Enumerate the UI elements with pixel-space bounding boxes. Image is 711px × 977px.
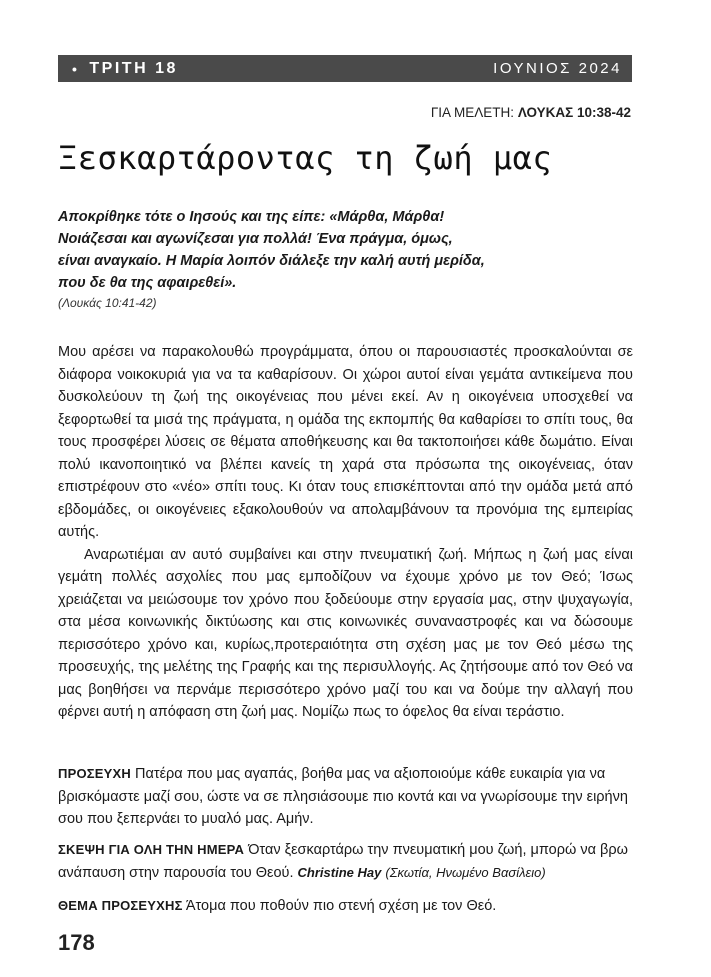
- author-country: (Σκωτία, Ηνωμένο Βασίλειο): [385, 864, 546, 880]
- reading-passage: ΛΟΥΚΑΣ 10:38-42: [517, 105, 631, 120]
- topic-text: Άτομα που ποθούν πιο στενή σχέση με τον Θεό.: [185, 898, 497, 914]
- body-paragraph: Αναρωτιέμαι αν αυτό συμβαίνει και στην πνευματική ζωή. Μήπως η ζωή μας είναι γεμάτη πολλές ασχολίες που μας εμποδίζουν να έχουμε χρόνο με τον Θεό; Ίσως χρειάζεται να μειώσουμε τον χρόνο που ξοδεύουμε στην εργασία μας, στην ψυχαγωγία, στα μέσα κοινωνικής δικτύωσης και στις κοινωνικές συναναστροφές και να δώσουμε περισσότερο χρόνο και, κυρίως,προτεραιότητα στη σχέση μας με τον Θεό μέσω της προσευχής, της μελέτης της Γραφής και της περισυλλογής. Ας ζητήσουμε από τον Θεό να μας βοηθήσει να περνάμε περισσότερο χρόνο μαζί του και να δούμε την αλλαγή που φέρνει αυτή η απόφαση στη ζωή μας. Νομίζω πως το όφελος θα είναι τεράστιο.: [58, 546, 633, 720]
- verse-line: Νοιάζεσαι και αγωνίζεσαι για πολλά! Ένα πράγμα, όμως,: [58, 231, 453, 247]
- thought-text: Όταν ξεσκαρτάρω την πνευματική μου ζωή, μπορώ να βρω ανάπαυση στην παρουσία του Θεού.: [58, 842, 628, 881]
- page-number: 178: [58, 930, 95, 955]
- page-title: Ξεσκαρτάροντας τη ζωή μας: [58, 139, 553, 177]
- verse-line: είναι αναγκαίο. Η Μαρία λοιπόν διάλεξε την καλή αυτή μερίδα,: [58, 253, 485, 269]
- verse-line: Αποκρίθηκε τότε ο Ιησούς και της είπε: «Μάρθα, Μάρθα!: [58, 209, 445, 225]
- topic-label: ΘΕΜΑ ΠΡΟΣΕΥΧΗΣ: [58, 898, 183, 913]
- body-paragraph: Μου αρέσει να παρακολουθώ προγράμματα, όπου οι παρουσιαστές προσκαλούνται σε διάφορα νοικοκυριά για να τα καθαρίσουν. Οι χώροι αυτοί είναι γεμάτα αντικείμενα που δυσκολεύουν τη ζωή της οικογένειας που μένει εκεί. Αν η οικογένεια υποσχεθεί να ξεφορτωθεί τα μισά της πράγματα, η ομάδα της εκπομπής θα καθαρίσει το σπίτι τους, θα τους προσφέρει λύσεις σε θέματα αποθήκευσης και θα τακτοποιήσει κάθε δωμάτιο. Είναι πολύ ικανοποιητικό να βλέπει κανείς τη χαρά στα πρόσωπα της οικογένειας, όταν επιστρέφουν στο «νέο» σπίτι τους. Κι όταν τους επισκέπτονται από την ομάδα μετά από εβδομάδες, οι οικογένειες εξακολουθούν να απολαμβάνουν τα προνόμια της εμπειρίας αυτής.: [58, 344, 633, 540]
- key-verse: [58, 206, 618, 294]
- prayer-topic-section: [58, 895, 633, 918]
- day-heading: [72, 60, 178, 78]
- devotional-body: [58, 341, 633, 724]
- thought-section: [58, 839, 633, 884]
- bullet-icon: •: [72, 60, 80, 77]
- verse-line: που δε θα της αφαιρεθεί».: [58, 275, 237, 291]
- verse-reference: (Λουκάς 10:41-42): [58, 296, 157, 310]
- day-label: ΤΡΙΤΗ 18: [89, 59, 178, 77]
- author-name: Christine Hay: [297, 864, 382, 880]
- month-year-label: ΙΟΥΝΙΟΣ 2024: [493, 60, 622, 77]
- prayer-section: [58, 763, 633, 831]
- prayer-label: ΠΡΟΣΕΥΧΗ: [58, 766, 131, 781]
- thought-label: ΣΚΕΨΗ ΓΙΑ ΟΛΗ ΤΗΝ ΗΜΕΡΑ: [58, 842, 245, 857]
- reading-reference: [431, 105, 631, 120]
- date-header-bar: [58, 55, 632, 82]
- prayer-text: Πατέρα που μας αγαπάς, βοήθα μας να αξιοποιούμε κάθε ευκαιρία για να βρισκόμαστε μαζί σου, ώστε να σε πλησιάσουμε πιο κοντά και να γνωρίσουμε την ειρήνη σου που ξεπερνάει το μυαλό μας. Αμήν.: [58, 766, 628, 827]
- reading-label: ΓΙΑ ΜΕΛΕΤΗ:: [430, 105, 515, 120]
